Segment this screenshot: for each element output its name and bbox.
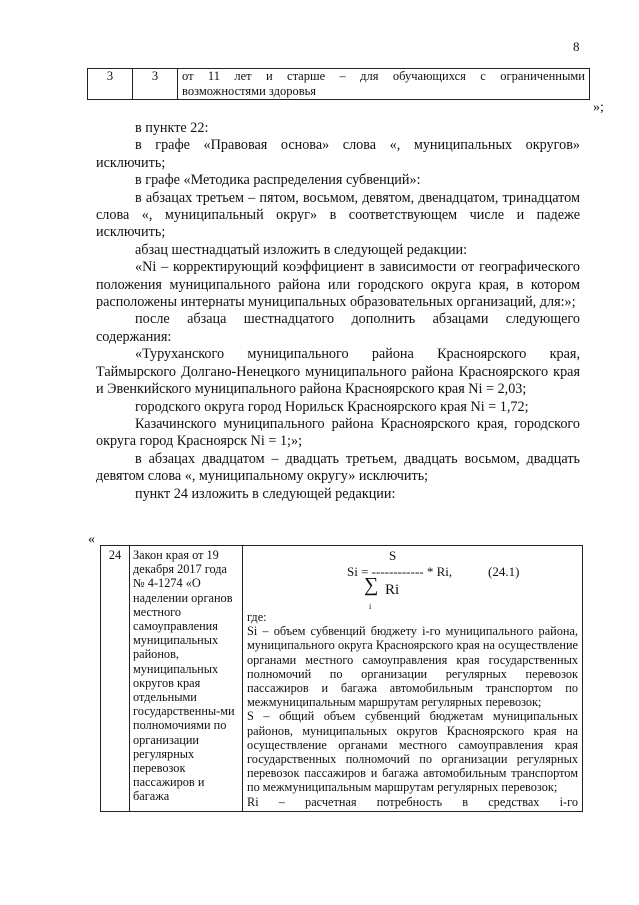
formula-main: Si = ------------ * Ri, [347,564,453,579]
paragraph: после абзаца шестнадцатого дополнить абзацами следующего содержания: [96,311,580,345]
paragraph: пункт 24 изложить в следующей редакции: [135,485,396,502]
table-cell-text-line1: от 11 лет и старше – для обучающихся с ограниченными [182,69,585,83]
row-number: 24 [101,546,130,812]
where-label: где: [247,610,267,624]
page-number: 8 [573,39,580,54]
table-cell-text-line2: возможностями здоровья [182,84,317,98]
paragraph: в графе «Правовая основа» слова «, муниципальных округов» исключить; [96,137,580,171]
paragraph: Казачинского муниципального района Красноярского края, городского округа город Красноярск Ni = 1;»; [96,415,580,450]
sigma-symbol: ∑ [364,574,379,596]
point-24-table [100,545,583,812]
formula-denominator: Ri [385,582,400,598]
table-row [101,546,583,812]
paragraph: «Ni – корректирующий коэффициент в зависимости от географического положения муниципального района или городского округа края, в котором расположены интернаты муниципальных образовательных организаций, для:»; [96,259,580,311]
table-row [88,69,590,100]
paragraph: в пункте 22: [135,120,209,136]
paragraph: в абзацах третьем – пятом, восьмом, девятом, двенадцатом, тринадцатом слова «, муниципальный округ» в соответствующем числе и падеже исключить; [96,189,580,241]
paragraph: в абзацах двадцатом – двадцать третьем, двадцать восьмом, двадцать девятом слова «, муниципальному округу» исключить; [96,450,580,485]
closing-quote: »; [593,100,604,115]
paragraph: городского округа город Норильск Красноярского края Ni = 1,72; [135,398,529,415]
paragraph: «Туруханского муниципального района Красноярского края, Таймырского Долгано-Ненецкого муниципального района Красноярского края и Эвенкийского муниципального района Красноярского края Ni = 2,03; [96,346,580,398]
formula-label: (24.1) [488,564,520,579]
distribution-method [243,546,583,812]
amendment-text [96,120,580,503]
opening-quote: « [88,532,95,547]
paragraph: в графе «Методика распределения субвенций»: [135,172,421,189]
sum-index: i [369,602,372,611]
table-cell-value: 3 [133,69,178,100]
formula-numerator: S [389,548,397,563]
definition-ri: Ri – расчетная потребность в средствах i-го [247,794,578,809]
paragraph: абзац шестнадцатый изложить в следующей редакции: [135,241,468,258]
top-table-fragment [87,68,590,100]
formula [247,548,578,610]
legal-basis: Закон края от 19 декабря 2017 года № 4-1274 «О наделении органов местного самоуправления муниципальных районов, муниципальных округов края отдельными государственны-ми полномочиями по организации регулярных перевозок пассажиров и багажа [130,546,243,812]
definition-s: S – общий объем субвенций бюджетам муниципальных районов, муниципальных округов Красноярского края на осуществление органами местного самоуправления края государственных полномочий по организации регулярных перевозок пассажиров и багажа автомобильным транспортом по межмуниципальным маршрутам регулярных перевозок; [247,709,578,795]
table-cell-text [178,69,590,100]
definition-si: Si – объем субвенций бюджету i-го муниципального района, муниципального округа Красноярского края на осуществление органами местного самоуправления края государственных полномочий по организации регулярных перевозок пассажиров и багажа автомобильным транспортом по межмуниципальным маршрутам регулярных перевозок; [247,624,578,710]
table-cell-number: 3 [88,69,133,100]
